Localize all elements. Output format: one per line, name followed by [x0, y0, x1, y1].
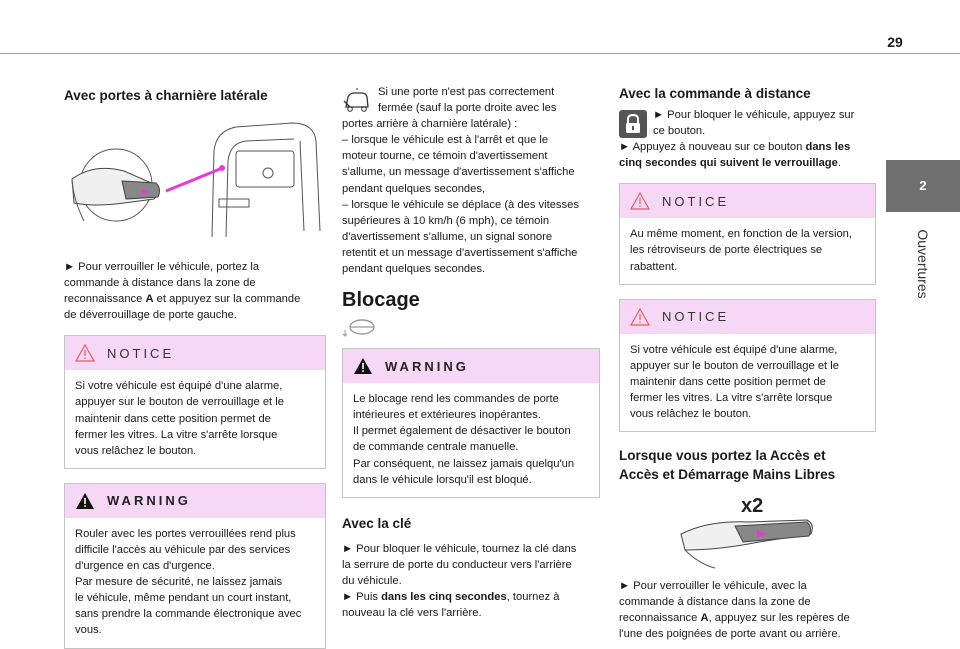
warning-box-blocage — [342, 348, 600, 498]
section-heading-hinged-doors: Avec portes à charnière latérale — [64, 88, 268, 103]
warning-title: WARNING — [107, 493, 191, 509]
remote-lock-text: ► Pour bloquer le véhicule, appuyez sur ce bouton. ► Appuyez à nouveau sur ce bouton dans les cinq secondes qui suivent le verrouillage. — [619, 109, 855, 170]
notice-header — [620, 184, 875, 218]
section-heading-remote: Avec la commande à distance — [619, 86, 811, 101]
notice-triangle-icon — [630, 192, 650, 210]
notice-box-alarm — [64, 335, 326, 468]
notice-body: Au même moment, en fonction de la version, les rétroviseurs de porte électriques se rabattent. — [630, 228, 852, 273]
chapter-label — [886, 214, 960, 314]
blocage-heading: Blocage — [342, 289, 420, 312]
column-2 — [342, 84, 600, 621]
warning-title: WARNING — [385, 358, 469, 374]
padlock-icon — [619, 110, 647, 138]
warning-header — [343, 349, 599, 383]
notice-title: NOTICE — [662, 193, 730, 209]
notice-box-mirrors — [619, 183, 876, 284]
section-heading-hands-free: Lorsque vous portez la Accès et Accès et Démarrage Mains Libres — [619, 448, 836, 483]
steering-wheel-icon — [342, 316, 376, 338]
section-heading-with-key: Avec la clé — [342, 515, 412, 531]
warning-triangle-icon — [75, 492, 95, 510]
notice-body: Si votre véhicule est équipé d'une alarme, appuyer sur le bouton de verrouillage et le maintenir dans cette position permet de fermer les vitres. La vitre s'arrête lorsque vous relâchez le bouton. — [630, 343, 839, 421]
warning-body: Le blocage rend les commandes de porte intérieures et extérieures inopérantes. Il permet également de désactiver le bouton de commande centrale manuelle. Par conséquent, ne laissez jamais quelqu'un dans le véhicule lorsqu'il est bloqué. — [353, 393, 575, 486]
warning-body: Rouler avec les portes verrouillées rend plus difficile l'accès au véhicule par des services d'urgence en cas d'urgence. Par mesure de sécurité, ne laissez jamais le véhicule, même pendant un court instant, sans prendre la commande électronique avec vous. — [75, 527, 302, 637]
top-rule — [0, 53, 960, 54]
door-open-warning-icon — [342, 87, 372, 113]
key-lock-text: ► Pour bloquer le véhicule, tournez la clé dans la serrure de porte du conducteur vers l'arrière du véhicule. ► Puis dans les cinq secondes, tournez à nouveau la clé vers l'arrière. — [342, 542, 577, 620]
hands-free-lock-text: ► Pour verrouiller le véhicule, avec la commande à distance dans la zone de reconnaissance A, appuyez sur les repères de l'une des poignées de porte avant ou arrière. — [619, 580, 850, 641]
notice-triangle-icon — [630, 308, 650, 326]
notice-header — [620, 300, 875, 334]
notice-title: NOTICE — [662, 309, 730, 325]
page-number: 29 — [887, 34, 903, 50]
notice-title: NOTICE — [107, 345, 175, 361]
steering-lock-icon-wrap — [342, 316, 600, 338]
warning-header — [65, 484, 325, 518]
chapter-tab[interactable]: 2 — [886, 160, 960, 212]
notice-triangle-icon — [75, 344, 95, 362]
warning-box-locked-doors — [64, 483, 326, 649]
remote-key-hand-illustration — [64, 111, 326, 251]
notice-body: Si votre véhicule est équipé d'une alarme, appuyer sur le bouton de verrouillage et le maintenir dans cette position permet de fermer les vitres. La vitre s'arrête lorsque vous relâchez le bouton. — [75, 380, 284, 457]
column-1 — [64, 70, 326, 649]
lock-instruction-text: ► Pour verrouiller le véhicule, portez la commande à distance dans la zone de reconnaissance A et appuyez sur la commande de déverrouillage de porte gauche. — [64, 261, 301, 322]
x2-label: x2 — [741, 495, 764, 518]
notice-box-alarm-2 — [619, 299, 876, 432]
hand-door-handle-illustration — [619, 490, 876, 570]
notice-header — [65, 336, 325, 370]
column-3 — [619, 84, 876, 643]
door-open-warning-text: Si une porte n'est pas correctement fermée (sauf la porte droite avec les portes arrière à charnière latérale) : – lorsque le véhicule est à l'arrêt et que le moteur tourne, ce témoin d'avertissement s'allume, un message d'avertissement s'affiche pendant quelques secondes, – lorsque le véhicule se déplace (à des vitesses supérieures à 10 km/h (6 mph), ce témoin d'avertissement s'allume, un signal sonore retentit et un message d'avertissement s'affiche pendant quelques secondes. — [342, 86, 579, 276]
warning-triangle-icon — [353, 357, 373, 375]
chapter-label-text: Ouvertures — [915, 229, 931, 299]
